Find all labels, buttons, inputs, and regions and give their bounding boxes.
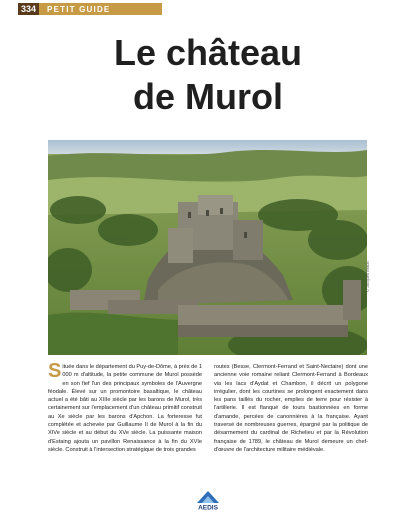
article-body — [48, 360, 368, 454]
title-line-1: Le château — [113, 32, 303, 73]
photo-credit: © Jacques Braun — [365, 261, 370, 292]
column-1-text: ituée dans le département du Puy-de-Dôme, à près de 1 000 m d'altitude, la petite commune de Murol possède en son fief l'un des principaux symboles de l'Auvergne féodale. Élevé sur un promontoire basaltique, le château actuel a été bâti au XIIIe siècle par les barons de Murol, très certainement sur l'emplacement d'un château primitif construit au Xe siècle par les barons d'Apchon. La forteresse fut complétée et achevée par Guillaume II de Murol à la fin du XIVe siècle et au début du XVe siècle. La puissante maison d'Estaing ajouta un pavillon Renaissance à la fin du XVIe siècle. Construit à l'intersection stratégique de trois grandes — [48, 364, 202, 453]
publisher-logo-text: AEDIS — [198, 504, 218, 511]
article-column-1 — [48, 360, 202, 454]
series-number: 334 — [18, 3, 39, 15]
drop-cap: S — [48, 360, 62, 382]
column-2-text: routes (Besse, Clermont-Ferrand et Saint-Nectaire) dont une ancienne voie romaine reliant Clermont-Ferrand à Bordeaux via les lacs d'Aydat et Chambon, il décrit un polygone irrégulier, dont les courtines se prolongent exactement dans les pans taillés du rocher, emplies de terre pour résister à l'artillerie. Il est flanqué de tours bastionnées en forme d'amande, percées de canonnières à la française. Ayant traversé de nombreuses guerres, épargné par la politique de désarmement du cardinal de Richelieu et par la Révolution française de 1789, le château de Murol demeure un chef-d'œuvre de l'architecture militaire médiévale. — [214, 364, 368, 453]
series-name: PETIT GUIDE — [47, 4, 111, 14]
series-banner — [18, 3, 162, 15]
publisher-logo-icon — [193, 489, 223, 511]
publisher-logo — [193, 489, 223, 511]
castle-landscape-illustration — [48, 140, 367, 355]
castle-photo — [48, 140, 367, 355]
title-line-2: de Murol — [133, 76, 283, 117]
article-column-2 — [214, 363, 368, 454]
